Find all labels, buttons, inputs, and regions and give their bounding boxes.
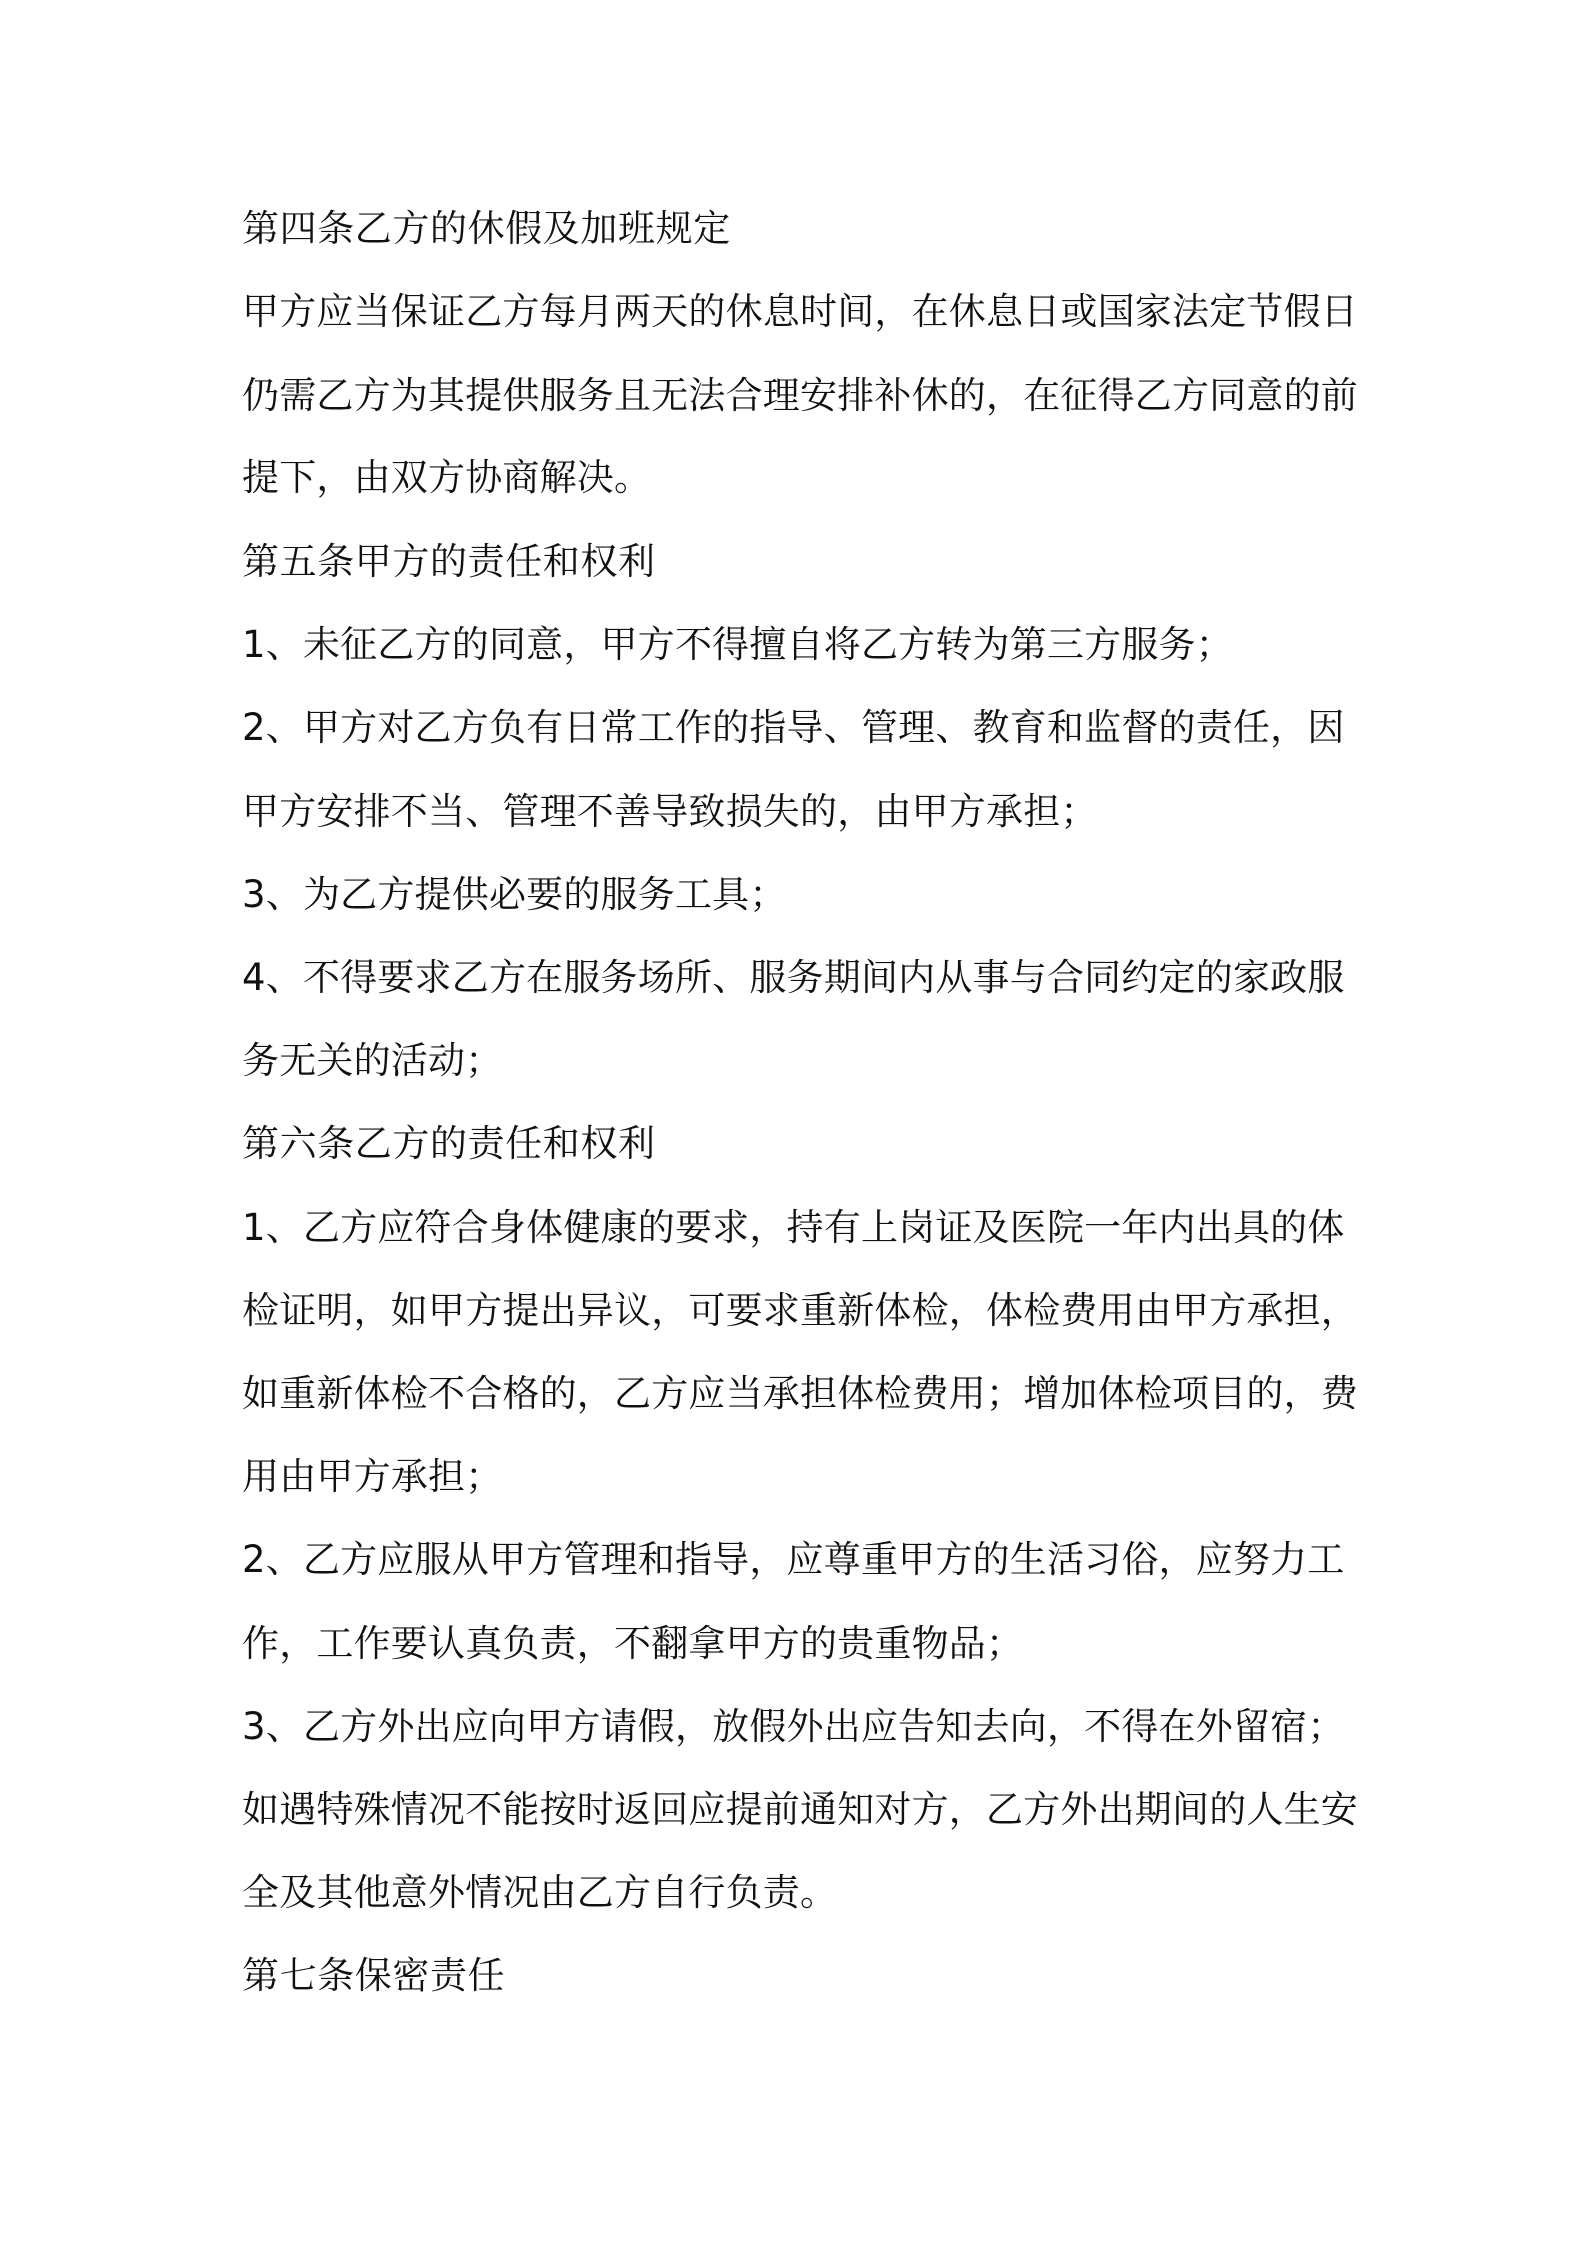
section-6-line-4: 用由甲方承担；	[242, 1455, 503, 1498]
section-5-heading: 第五条甲方的责任和权利	[242, 540, 656, 583]
section-5-line-1: 1、未征乙方的同意，甲方不得擅自将乙方转为第三方服务；	[242, 623, 1233, 666]
section-6-line-8: 如遇特殊情况不能按时返回应提前通知对方，乙方外出期间的人生安	[242, 1788, 1358, 1831]
section-6-line-1: 1、乙方应符合身体健康的要求，持有上岗证及医院一年内出具的体	[242, 1206, 1345, 1249]
section-4-line-1: 甲方应当保证乙方每月两天的休息时间，在休息日或国家法定节假日	[242, 290, 1358, 333]
section-5-line-5: 4、不得要求乙方在服务场所、服务期间内从事与合同约定的家政服	[242, 956, 1345, 999]
section-4-line-3: 提下，由双方协商解决。	[242, 456, 652, 499]
section-4-line-2: 仍需乙方为其提供服务且无法合理安排补休的，在征得乙方同意的前	[242, 374, 1358, 417]
section-6-line-7: 3、乙方外出应向甲方请假，放假外出应告知去向，不得在外留宿；	[242, 1705, 1345, 1748]
section-6-line-2: 检证明，如甲方提出异议，可要求重新体检，体检费用由甲方承担，	[242, 1289, 1358, 1332]
section-5-line-3: 甲方安排不当、管理不善导致损失的，由甲方承担；	[242, 790, 1098, 833]
section-6-heading: 第六条乙方的责任和权利	[242, 1122, 656, 1165]
section-5-line-4: 3、为乙方提供必要的服务工具；	[242, 873, 787, 916]
section-7-heading: 第七条保密责任	[242, 1954, 506, 1997]
section-6-line-3: 如重新体检不合格的，乙方应当承担体检费用；增加体检项目的，费	[242, 1372, 1358, 1415]
section-4-heading: 第四条乙方的休假及加班规定	[242, 207, 731, 250]
section-5-line-2: 2、甲方对乙方负有日常工作的指导、管理、教育和监督的责任，因	[242, 706, 1345, 749]
section-6-line-9: 全及其他意外情况由乙方自行负责。	[242, 1871, 838, 1914]
section-5-line-6: 务无关的活动；	[242, 1039, 503, 1082]
section-6-line-6: 作，工作要认真负责，不翻拿甲方的贵重物品；	[242, 1622, 1024, 1665]
section-6-line-5: 2、乙方应服从甲方管理和指导，应尊重甲方的生活习俗，应努力工	[242, 1538, 1345, 1581]
